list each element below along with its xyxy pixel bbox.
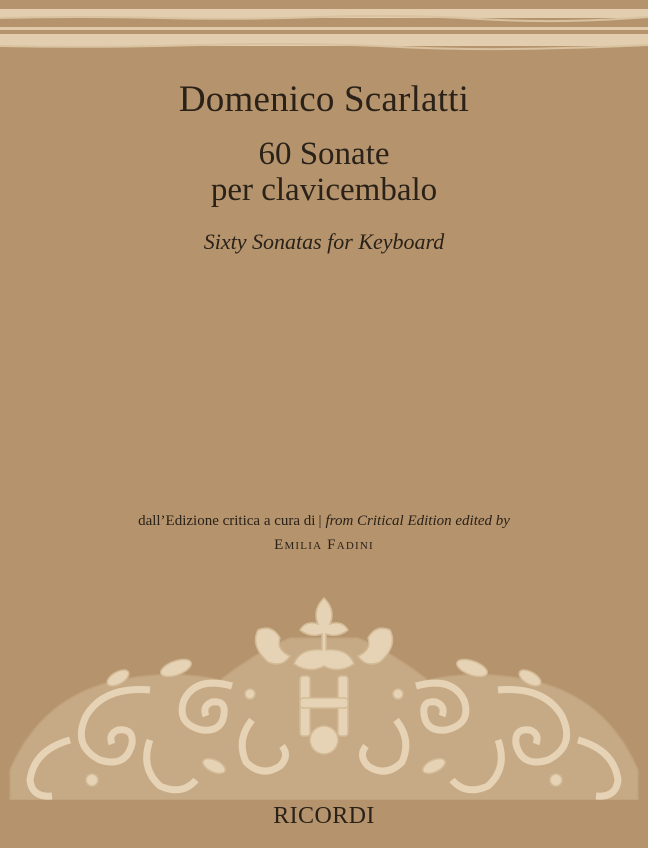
title-line-1: 60 Sonate bbox=[258, 136, 390, 172]
editor-name: Emilia Fadini bbox=[274, 537, 374, 553]
composer-name: Domenico Scarlatti bbox=[178, 79, 470, 120]
title-line-2: per clavicembalo bbox=[210, 172, 438, 208]
english-subtitle: Sixty Sonatas for Keyboard bbox=[203, 229, 445, 254]
credit-separator: | bbox=[318, 513, 322, 529]
edition-credit bbox=[0, 511, 648, 531]
baroque-scroll-ornament-icon bbox=[0, 590, 648, 800]
publisher-name: RICORDI bbox=[273, 803, 375, 829]
credit-english: from Critical Edition edited by bbox=[325, 513, 510, 529]
credit-italian: dall’Edizione critica a cura di bbox=[138, 513, 316, 529]
top-border-band bbox=[0, 0, 648, 56]
